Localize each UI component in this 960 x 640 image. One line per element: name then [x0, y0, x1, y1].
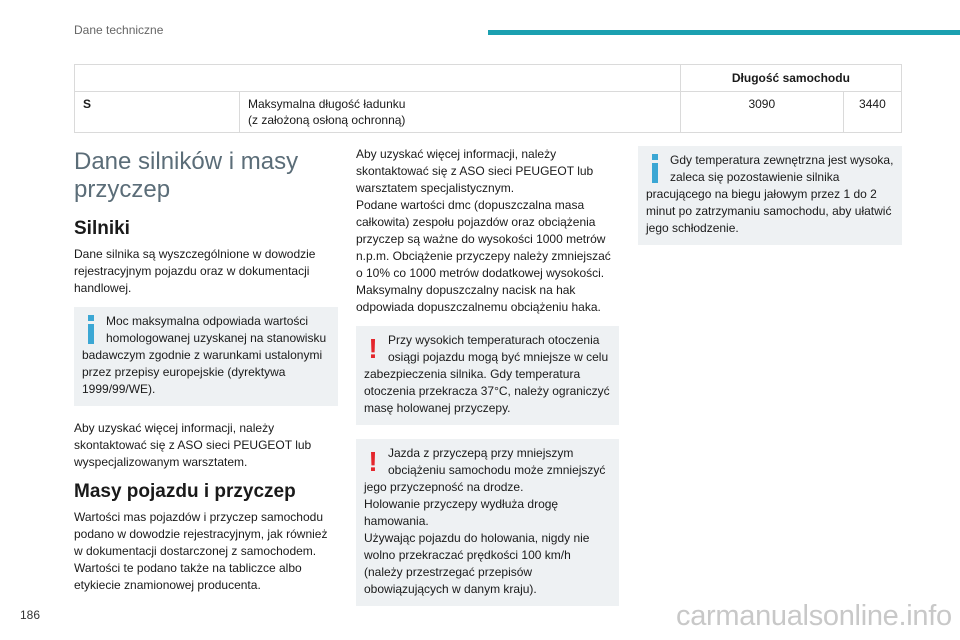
warning-note-text: Przy wysokich temperaturach otoczenia osiągi pojazdu mogą być mniejsze w celu zabezpieczenia silnika. Gdy temperatura otoczenia przekracza 37°C, należy ograniczyć masę holowanej przyczepy. [364, 333, 610, 415]
page-number: 186 [20, 608, 41, 622]
warning-note-temperature [356, 326, 619, 425]
right-column [638, 146, 902, 259]
table-header-vehicle-length: Długość samochodu [680, 65, 901, 92]
warning-towing-text-2: Holowanie przyczepy wydłuża drogę hamowania. [364, 497, 559, 528]
warning-towing-text-1: Jazda z przyczepą przy mniejszym obciążeniu samochodu może zmniejszyć jego przyczepność na drodze. [364, 446, 606, 494]
info-note-cooling [638, 146, 902, 245]
warning-note-towing [356, 439, 619, 606]
row-label-line2: (z założoną osłoną ochronną) [248, 113, 406, 127]
row-code: S [75, 92, 240, 133]
left-column [74, 146, 338, 604]
dimensions-table [74, 64, 902, 133]
row-value-2: 3440 [843, 92, 901, 133]
header-accent-bar [488, 30, 960, 35]
info-icon [646, 154, 664, 184]
section-title: Dane silników i masy przyczep [74, 148, 299, 203]
row-value-1: 3090 [680, 92, 843, 133]
table-header-row [75, 65, 902, 92]
contact-paragraph: Aby uzyskać więcej informacji, należy skontaktować się z ASO sieci PEUGEOT lub wyspecjalizowanym warsztatem. [74, 421, 312, 469]
warning-towing-text-3: Używając pojazdu do holowania, nigdy nie wolno przekraczać prędkości 100 km/h (należy przestrzegać przepisów obowiązujących w danym kraju). [364, 531, 590, 596]
row-label [240, 92, 681, 133]
contact-paragraph-2: Aby uzyskać więcej informacji, należy skontaktować się z ASO sieci PEUGEOT lub warsztatem specjalistycznym. [356, 147, 594, 195]
info-note-power [74, 307, 338, 406]
engines-paragraph: Dane silnika są wyszczególnione w dowodzie rejestracyjnym pojazdu oraz w dokumentacji handlowej. [74, 247, 316, 295]
table-header-empty [75, 65, 681, 92]
info-note-text: Moc maksymalna odpowiada wartości homologowanej uzyskanej na stanowisku badawczym zgodnie z warunkami ustalonymi przez przepisy europejskie (dyrektywa 1999/99/WE). [82, 314, 327, 396]
warning-icon: ! [368, 333, 378, 364]
heading-engines: Silniki [74, 218, 130, 239]
middle-column [356, 146, 619, 620]
heading-masses: Masy pojazdu i przyczep [74, 481, 296, 502]
watermark: carmanualsonline.info [676, 600, 952, 632]
row-label-line1: Maksymalna długość ładunku [248, 97, 406, 111]
table-row [75, 92, 902, 133]
warning-icon: ! [368, 446, 378, 477]
running-header: Dane techniczne [74, 23, 164, 37]
info-cooling-text: Gdy temperatura zewnętrzna jest wysoka, zaleca się pozostawienie silnika pracującego na biegu jałowym przez 1 do 2 minut po zatrzymaniu samochodu, aby ułatwić jego schłodzenie. [646, 153, 894, 235]
gross-mass-paragraph: Podane wartości dmc (dopuszczalna masa całkowita) zespołu pojazdów oraz obciążenia przyczep są ważne do wysokości 1000 metrów n.p.m. Obciążenie przyczepy należy zmniejszać o 10% co 1000 metrów dodatkowej wysokości. Maksymalny dopuszczalny nacisk na hak odpowiada dopuszczalnemu obciążeniu haka. [356, 198, 611, 314]
info-icon [82, 315, 100, 345]
masses-paragraph: Wartości mas pojazdów i przyczep samochodu podano w dowodzie rejestracyjnym, jak również w dokumentacji dostarczonej z samochodem. Wartości te podano także na tabliczce albo etykiecie znamionowej producenta. [74, 510, 328, 592]
